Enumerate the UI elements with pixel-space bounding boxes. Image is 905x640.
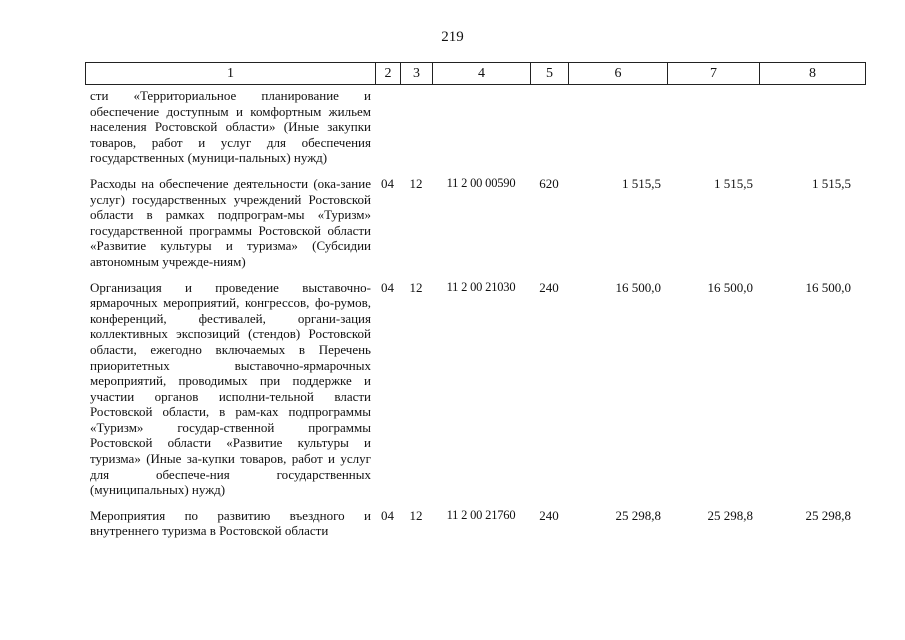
column-header-row: [86, 63, 866, 85]
column-header-4: 4: [433, 63, 531, 85]
amount-col-8: 16 500,0: [805, 279, 851, 295]
column-header-8: 8: [760, 63, 866, 85]
row-description: Расходы на обеспечение деятельности (ока-зание услуг) государственных учреждений Ростовской области в рамках подпрограм-мы «Туризм» государственной программы Ростовской области «Развитие культуры и туризма» (Субсидии автономным учрежде-ниям): [90, 175, 371, 269]
table-row: [85, 176, 865, 270]
page-number: 219: [441, 29, 464, 45]
column-header-1: 1: [86, 63, 376, 85]
table-body: [85, 88, 865, 539]
amount-col-7: 16 500,0: [707, 279, 753, 295]
table-row: [85, 88, 865, 166]
subsection-code: 12: [409, 175, 423, 191]
amount-col-6: 25 298,8: [615, 507, 661, 523]
section-code: 04: [381, 279, 394, 295]
row-description: Организация и проведение выставочно-ярмарочных мероприятий, конгрессов, фо-румов, конференций, фестивалей, органи-зация коллективных экспозиций (стендов) Ростовской области, ежегодно включаемых в Перечень приоритетных выставочно-ярмарочных мероприятий, проводимых при поддержке и участии органов исполни-тельной власти Ростовской области, в рам-ках подпрограммы «Туризм» государ-ственной программы Ростовской области «Развитие культуры и туризма» (Иные за-купки товаров, работ и услуг для обеспече-ния государственных (муниципальных) нужд): [90, 279, 371, 498]
column-header-6: 6: [569, 63, 668, 85]
target-article-code: 11 2 00 21030: [446, 279, 516, 294]
table-row: [85, 280, 865, 498]
expense-type-code: 240: [539, 507, 559, 523]
amount-col-7: 25 298,8: [707, 507, 753, 523]
subsection-code: 12: [409, 507, 423, 523]
amount-col-6: 16 500,0: [615, 279, 661, 295]
expense-type-code: 620: [539, 175, 559, 191]
amount-col-8: 1 515,5: [812, 175, 851, 191]
row-description: Мероприятия по развитию въездного и внутреннего туризма в Ростовской области: [90, 507, 371, 539]
amount-col-6: 1 515,5: [622, 175, 661, 191]
amount-col-8: 25 298,8: [805, 507, 851, 523]
target-article-code: 11 2 00 00590: [446, 175, 516, 190]
column-header-3: 3: [401, 63, 433, 85]
column-header-table: [85, 62, 866, 85]
column-header-7: 7: [668, 63, 760, 85]
column-header-5: 5: [531, 63, 569, 85]
amount-col-7: 1 515,5: [714, 175, 753, 191]
row-description: сти «Территориальное планирование и обеспечение доступным и комфортным жильем населения Ростовской области» (Иные закупки товаров, работ и услуг для обеспечения государственных (муници-пальных) нужд): [90, 88, 371, 166]
subsection-code: 12: [409, 279, 423, 295]
section-code: 04: [381, 507, 394, 523]
section-code: 04: [381, 175, 394, 191]
target-article-code: 11 2 00 21760: [446, 507, 516, 522]
table-row: [85, 508, 865, 539]
column-header-2: 2: [376, 63, 401, 85]
expense-type-code: 240: [539, 279, 559, 295]
